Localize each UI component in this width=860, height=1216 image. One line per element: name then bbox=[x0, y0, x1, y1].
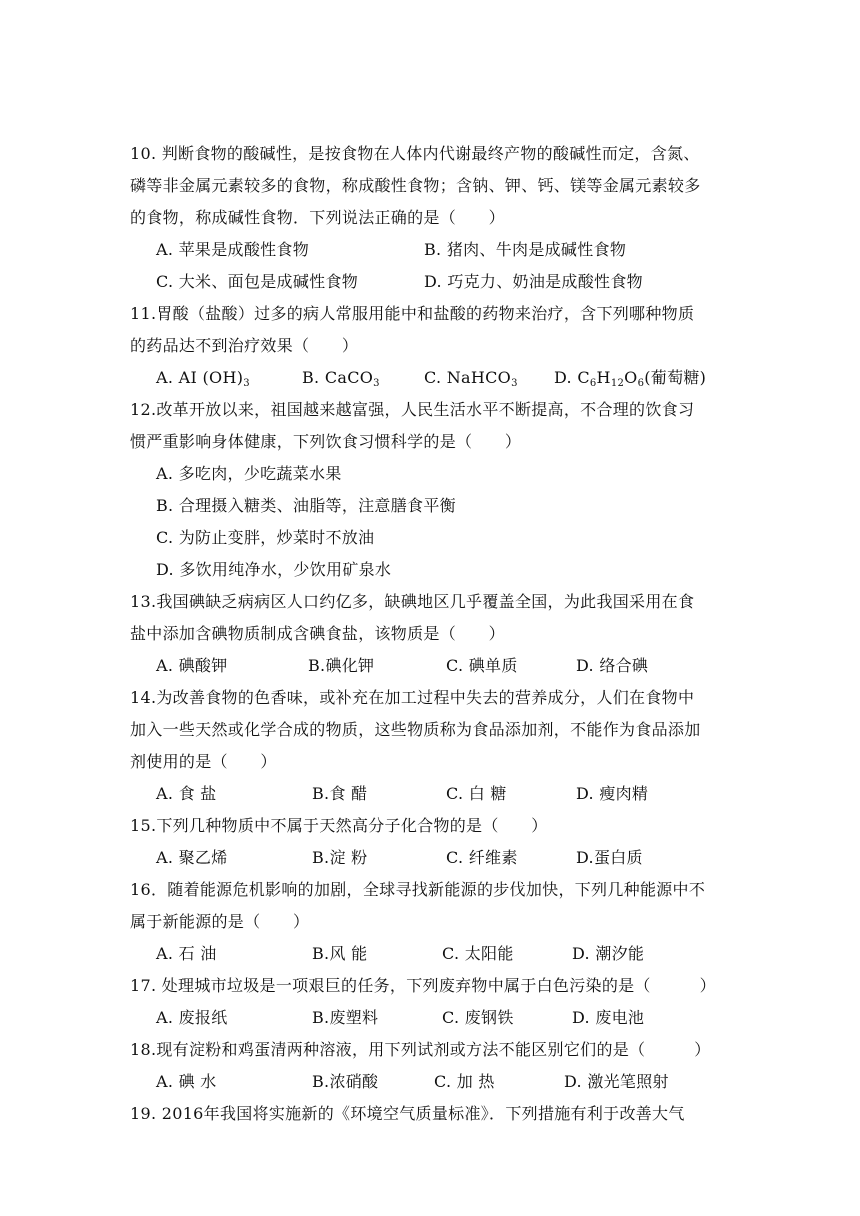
q10-option-c: C. 大米、面包是成碱性食物 bbox=[156, 272, 359, 291]
q13-text-line-1: 13.我国碘缺乏病病区人口约亿多，缺碘地区几乎覆盖全国，为此我国采用在食 bbox=[130, 592, 695, 611]
q11-text-line-2: 的药品达不到治疗效果（ ） bbox=[130, 336, 359, 355]
q15-option-d: D.蛋白质 bbox=[576, 848, 643, 867]
q13-text-line-2: 盐中添加含碘物质制成含碘食盐，该物质是（ ） bbox=[130, 624, 505, 643]
q14-text-line-3: 剂使用的是（ ） bbox=[130, 752, 277, 771]
q12-option-d: D. 多饮用纯净水，少饮用矿泉水 bbox=[156, 560, 392, 579]
q16-option-c: C. 太阳能 bbox=[442, 944, 514, 963]
q11-option-d: D. $C_6H_{12}O_6$(葡萄糖) bbox=[554, 368, 707, 389]
q12-option-b: B. 合理摄入糖类、油脂等，注意膳食平衡 bbox=[156, 496, 456, 515]
q13-option-b: B.碘化钾 bbox=[308, 656, 375, 675]
q17-text-line-1: 17. 处理城市垃圾是一项艰巨的任务，下列废弃物中属于白色污染的是（ ） bbox=[130, 976, 716, 995]
q11-text-line-1: 11.胃酸（盐酸）过多的病人常服用能中和盐酸的药物来治疗，含下列哪种物质 bbox=[130, 304, 695, 323]
q10-option-b: B. 猪肉、牛肉是成碱性食物 bbox=[424, 240, 627, 259]
q16-option-d: D. 潮汐能 bbox=[572, 944, 645, 963]
q10-text-line-1: 10. 判断食物的酸碱性，是按食物在人体内代谢最终产物的酸碱性而定，含氮、 bbox=[130, 144, 700, 163]
q16-text-line-1: 16．随着能源危机影响的加剧，全球寻找新能源的步伐加快，下列几种能源中不 bbox=[130, 880, 706, 899]
q11-option-c: C. NaHCO$_3$ bbox=[424, 368, 518, 389]
q14-option-b: B.食 醋 bbox=[312, 784, 368, 803]
q16-option-a: A. 石 油 bbox=[156, 944, 217, 963]
q12-option-a: A. 多吃肉，少吃蔬菜水果 bbox=[156, 464, 342, 483]
q10-option-d: D. 巧克力、奶油是成酸性食物 bbox=[424, 272, 643, 291]
q18-option-b: B.浓硝酸 bbox=[312, 1072, 379, 1091]
q14-option-c: C. 白 糖 bbox=[446, 784, 507, 803]
q11-option-a: A. AI $(OH)_3$ bbox=[156, 368, 250, 389]
q13-option-d: D. 络合碘 bbox=[576, 656, 649, 675]
q17-option-a: A. 废报纸 bbox=[156, 1008, 228, 1027]
q17-option-b: B.废塑料 bbox=[312, 1008, 379, 1027]
q14-text-line-1: 14.为改善食物的色香味，或补充在加工过程中失去的营养成分，人们在食物中 bbox=[130, 688, 695, 707]
q15-option-b: B.淀 粉 bbox=[312, 848, 368, 867]
q18-text-line-1: 18.现有淀粉和鸡蛋清两种溶液，用下列试剂或方法不能区别它们的是（ ） bbox=[130, 1040, 711, 1059]
q18-option-d: D. 激光笔照射 bbox=[564, 1072, 669, 1091]
q16-text-line-2: 属于新能源的是（ ） bbox=[130, 912, 310, 931]
q19-text-line-1: 19. 2016年我国将实施新的《环境空气质量标准》．下列措施有利于改善大气 bbox=[130, 1104, 685, 1123]
q14-text-line-2: 加入一些天然或化学合成的物质，这些物质称为食品添加剂，不能作为食品添加 bbox=[130, 720, 701, 739]
q15-option-a: A. 聚乙烯 bbox=[156, 848, 228, 867]
q14-option-d: D. 瘦肉精 bbox=[576, 784, 649, 803]
q18-option-c: C. 加 热 bbox=[434, 1072, 495, 1091]
q12-text-line-2: 惯严重影响身体健康，下列饮食习惯科学的是（ ） bbox=[130, 432, 522, 451]
q17-option-d: D. 废电池 bbox=[572, 1008, 645, 1027]
q10-text-line-2: 磷等非金属元素较多的食物，称成酸性食物；含钠、钾、钙、镁等金属元素较多 bbox=[130, 176, 701, 195]
q15-option-c: C. 纤维素 bbox=[446, 848, 518, 867]
q13-option-a: A. 碘酸钾 bbox=[156, 656, 228, 675]
q10-text-line-3: 的食物，称成碱性食物．下列说法正确的是（ ） bbox=[130, 208, 505, 227]
q18-option-a: A. 碘 水 bbox=[156, 1072, 217, 1091]
q16-option-b: B.风 能 bbox=[312, 944, 368, 963]
q13-option-c: C. 碘单质 bbox=[446, 656, 518, 675]
q14-option-a: A. 食 盐 bbox=[156, 784, 217, 803]
q12-text-line-1: 12.改革开放以来，祖国越来越富强，人民生活水平不断提高，不合理的饮食习 bbox=[130, 400, 695, 419]
q11-option-b: B. CaCO$_3$ bbox=[302, 368, 380, 389]
q10-option-a: A. 苹果是成酸性食物 bbox=[156, 240, 310, 259]
q17-option-c: C. 废钢铁 bbox=[442, 1008, 514, 1027]
q15-text-line-1: 15.下列几种物质中不属于天然高分子化合物的是（ ） bbox=[130, 816, 548, 835]
q12-option-c: C. 为防止变胖，炒菜时不放油 bbox=[156, 528, 375, 547]
